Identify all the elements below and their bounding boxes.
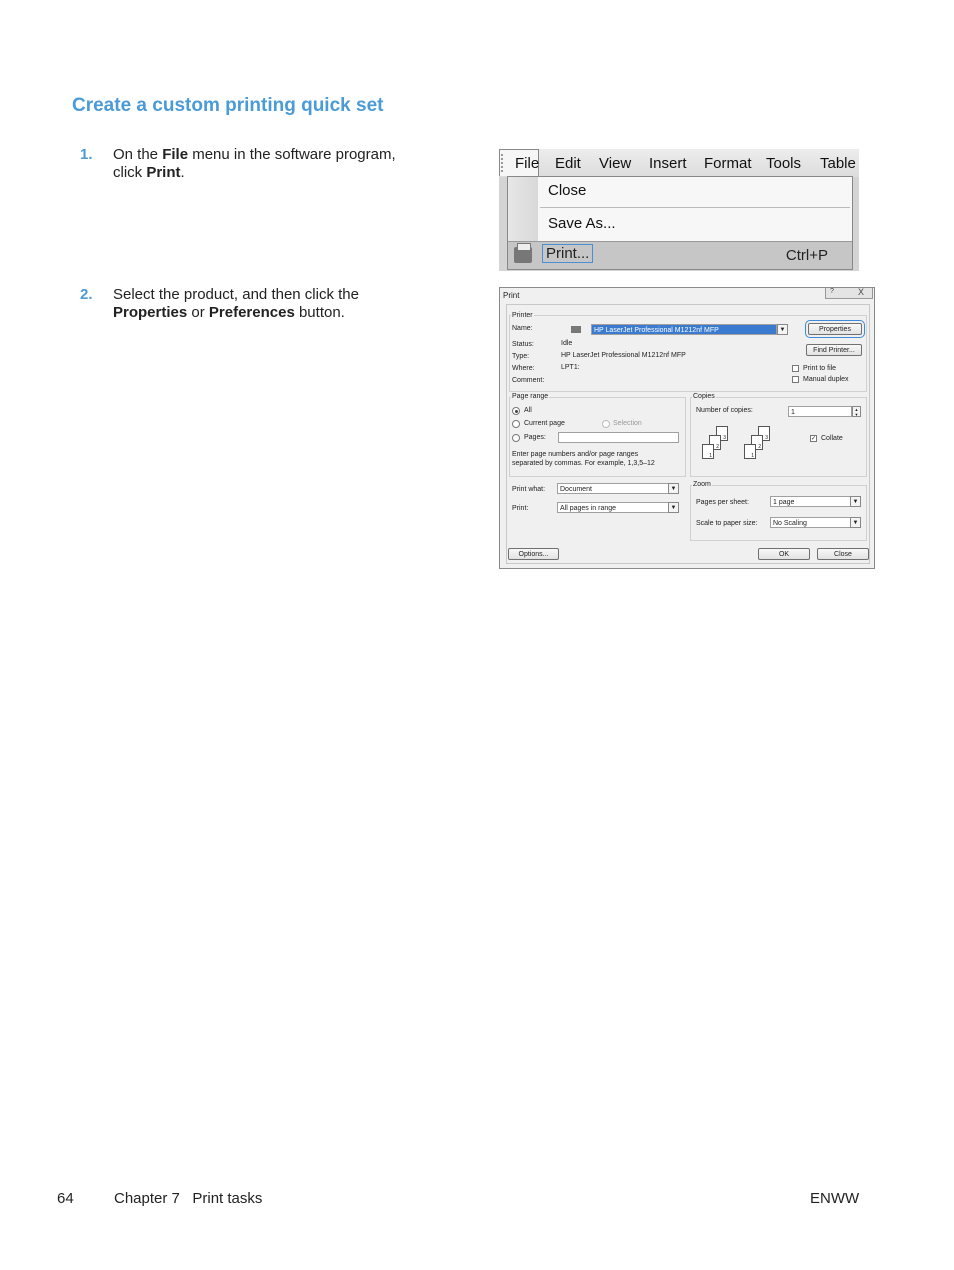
copies-label: Number of copies: (696, 407, 753, 414)
file-menu-screenshot (499, 149, 859, 271)
toolbar-grip (501, 154, 506, 172)
chevron-down-icon[interactable]: ▼ (850, 496, 861, 507)
menu-bar (499, 149, 859, 177)
pages-per-sheet-select[interactable]: 1 page (770, 496, 851, 507)
step-2-number: 2. (80, 286, 93, 303)
printer-name-select[interactable]: HP LaserJet Professional M1212nf MFP (591, 324, 777, 335)
collate-page-1: 1 (702, 444, 714, 459)
section-heading: Create a custom printing quick set (72, 95, 384, 116)
menu-tools[interactable]: Tools (766, 155, 802, 172)
comment-label: Comment: (512, 377, 545, 384)
step-2-text: Select the product, and then click the Properties or Preferences button. (113, 286, 359, 321)
step-1-text: On the File menu in the software program, click Print. (113, 146, 396, 181)
collate-page-2: 2 (709, 435, 721, 450)
chevron-down-icon[interactable]: ▼ (668, 483, 679, 494)
scale-select[interactable]: No Scaling (770, 517, 851, 528)
selection-radio[interactable] (602, 420, 610, 428)
current-page-radio[interactable] (512, 420, 520, 428)
menu-item-print[interactable]: Print... (542, 244, 593, 263)
menu-table[interactable]: Table (820, 155, 856, 172)
collate-page-2b: 2 (751, 435, 763, 450)
printer-group-label: Printer (512, 312, 533, 319)
print-to-file-checkbox[interactable] (792, 365, 799, 372)
print-select[interactable]: All pages in range (557, 502, 669, 513)
collate-checkbox[interactable]: ✓ (811, 436, 817, 442)
chevron-down-icon[interactable]: ▼ (668, 502, 679, 513)
dialog-title: Print (503, 291, 520, 300)
manual-duplex-checkbox[interactable] (792, 376, 799, 383)
print-what-select[interactable]: Document (557, 483, 669, 494)
menu-edit[interactable]: Edit (555, 155, 581, 172)
menu-insert[interactable]: Insert (649, 155, 687, 172)
copies-spinner[interactable]: ▲ ▼ (852, 406, 861, 417)
help-icon[interactable]: ? (830, 288, 834, 295)
chevron-down-icon[interactable]: ▼ (777, 324, 788, 335)
type-label: Type: (512, 353, 530, 360)
collate-page-3: 3 (716, 426, 728, 441)
find-printer-button[interactable]: Find Printer... (806, 344, 862, 356)
close-button[interactable]: Close (817, 548, 869, 560)
footer-right: ENWW (810, 1190, 860, 1207)
menu-item-save-as[interactable]: Save As... (548, 215, 616, 232)
print-what-label: Print what: (512, 486, 546, 493)
menu-item-print-row[interactable] (508, 241, 852, 269)
pages-input[interactable] (558, 432, 679, 443)
dialog-body (506, 304, 870, 564)
page-range-group-label: Page range (512, 393, 549, 400)
zoom-group-label: Zoom (693, 481, 711, 488)
properties-button[interactable]: Properties (808, 323, 862, 335)
copies-input[interactable]: 1 (788, 406, 852, 417)
collate-label: Collate (821, 435, 843, 442)
print-label: Print: (512, 505, 529, 512)
selection-label: Selection (613, 420, 642, 427)
current-page-label: Current page (524, 420, 565, 427)
scale-label: Scale to paper size: (696, 520, 758, 527)
menu-file[interactable]: File (515, 155, 540, 172)
options-button[interactable]: Options... (508, 548, 559, 560)
zoom-group-box (690, 485, 867, 541)
status-label: Status: (512, 341, 534, 348)
status-value: Idle (561, 340, 573, 347)
name-label: Name: (512, 325, 533, 332)
print-shortcut: Ctrl+P (785, 247, 828, 264)
menu-view[interactable]: View (599, 155, 632, 172)
collate-page-3b: 3 (758, 426, 770, 441)
menu-separator (540, 207, 850, 208)
step-1-number: 1. (80, 146, 93, 163)
all-radio[interactable] (512, 407, 520, 415)
all-label: All (524, 407, 532, 414)
range-hint-line1: Enter page numbers and/or page ranges (512, 451, 639, 458)
collate-page-1b: 1 (744, 444, 756, 459)
menu-format[interactable]: Format (704, 155, 752, 172)
chapter-title: Chapter 7 Print tasks (114, 1190, 263, 1207)
ok-button[interactable]: OK (758, 548, 810, 560)
chevron-down-icon[interactable]: ▼ (850, 517, 861, 528)
pages-label: Pages: (524, 434, 546, 441)
printer-icon (571, 326, 581, 333)
page-number: 64 (57, 1190, 74, 1207)
manual-duplex-label: Manual duplex (803, 376, 849, 383)
menu-item-close[interactable]: Close (548, 182, 587, 199)
type-value: HP LaserJet Professional M1212nf MFP (561, 352, 686, 359)
pages-radio[interactable] (512, 434, 520, 442)
close-icon[interactable]: X (857, 287, 864, 297)
where-label: Where: (512, 365, 535, 372)
range-hint-line2: separated by commas. For example, 1,3,5–12 (512, 460, 655, 467)
where-value: LPT1: (561, 364, 580, 371)
pages-per-sheet-label: Pages per sheet: (696, 499, 749, 506)
printer-icon (514, 247, 532, 263)
print-dialog (499, 287, 875, 569)
print-to-file-label: Print to file (803, 365, 837, 372)
title-buttons (825, 288, 873, 299)
copies-group-label: Copies (693, 393, 715, 400)
file-dropdown (507, 176, 853, 270)
